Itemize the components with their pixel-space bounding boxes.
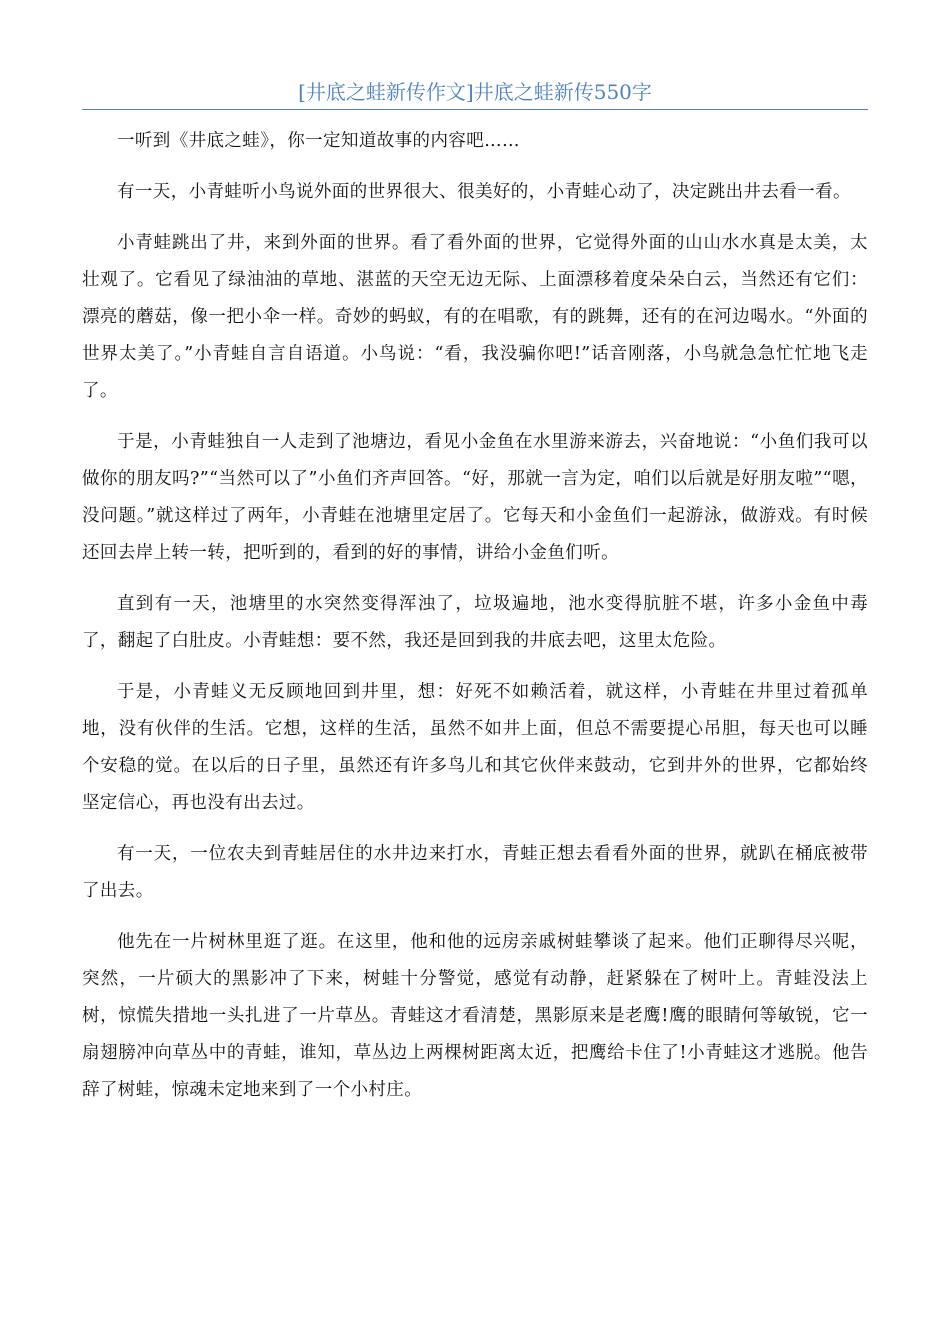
page-header bbox=[82, 79, 868, 110]
paragraph-5: 直到有一天，池塘里的水突然变得浑浊了，垃圾遍地，池水变得肮脏不堪，许多小金鱼中毒了，翻起了白肚皮。小青蛙想：要不然，我还是回到我的井底去吧，这里太危险。 bbox=[82, 594, 868, 651]
paragraph-4: 于是，小青蛙独自一人走到了池塘边，看见小金鱼在水里游来游去，兴奋地说：“小鱼们我可以做你的朋友吗?”“当然可以了”小鱼们齐声回答。“好，那就一言为定，咱们以后就是好朋友啦”“嗯，没问题。”就这样过了两年，小青蛙在池塘里定居了。它每天和小金鱼们一起游泳，做游戏。有时候还回去岸上转一转，把听到的，看到的好的事情，讲给小金鱼们听。 bbox=[82, 432, 868, 563]
paragraph-7: 有一天，一位农夫到青蛙居住的水井边来打水，青蛙正想去看看外面的世界，就趴在桶底被带了出去。 bbox=[82, 844, 868, 901]
document-body bbox=[82, 123, 868, 1123]
paragraph-1: 一听到《井底之蛙》，你一定知道故事的内容吧…… bbox=[117, 131, 520, 151]
paragraph-6: 于是，小青蛙义无反顾地回到井里，想：好死不如赖活着，就这样，小青蛙在井里过着孤单地，没有伙伴的生活。它想，这样的生活，虽然不如井上面，但总不需要提心吊胆，每天也可以睡个安稳的觉。在以后的日子里，虽然还有许多鸟儿和其它伙伴来鼓动，它到井外的世界，它都始终坚定信心，再也没有出去过。 bbox=[82, 682, 868, 813]
paragraph-3: 小青蛙跳出了井，来到外面的世界。看了看外面的世界，它觉得外面的山山水水真是太美，太壮观了。它看见了绿油油的草地、湛蓝的天空无边无际、上面漂移着度朵朵白云，当然还有它们：漂亮的蘑菇，像一把小伞一样。奇妙的蚂蚁，有的在唱歌，有的跳舞，还有的在河边喝水。“外面的世界太美了。”小青蛙自言自语道。小鸟说：“看，我没骗你吧!”话音刚落，小鸟就急急忙忙地飞走了。 bbox=[82, 233, 868, 401]
document-title: [井底之蛙新传作文]井底之蛙新传550字 bbox=[298, 80, 652, 104]
paragraph-8: 他先在一片树林里逛了逛。在这里，他和他的远房亲戚树蛙攀谈了起来。他们正聊得尽兴呢，突然，一片硕大的黑影冲了下来，树蛙十分警觉，感觉有动静，赶紧躲在了树叶上。青蛙没法上树，惊慌失措地一头扎进了一片草丛。青蛙这才看清楚，黑影原来是老鹰!鹰的眼睛何等敏锐，它一扇翅膀冲向草丛中的青蛙，谁知，草丛边上两棵树距离太近，把鹰给卡住了!小青蛙这才逃脱。他告辞了树蛙，惊魂未定地来到了一个小村庄。 bbox=[82, 932, 868, 1100]
paragraph-2: 有一天，小青蛙听小鸟说外面的世界很大、很美好的，小青蛙心动了，决定跳出井去看一看。 bbox=[117, 182, 851, 202]
